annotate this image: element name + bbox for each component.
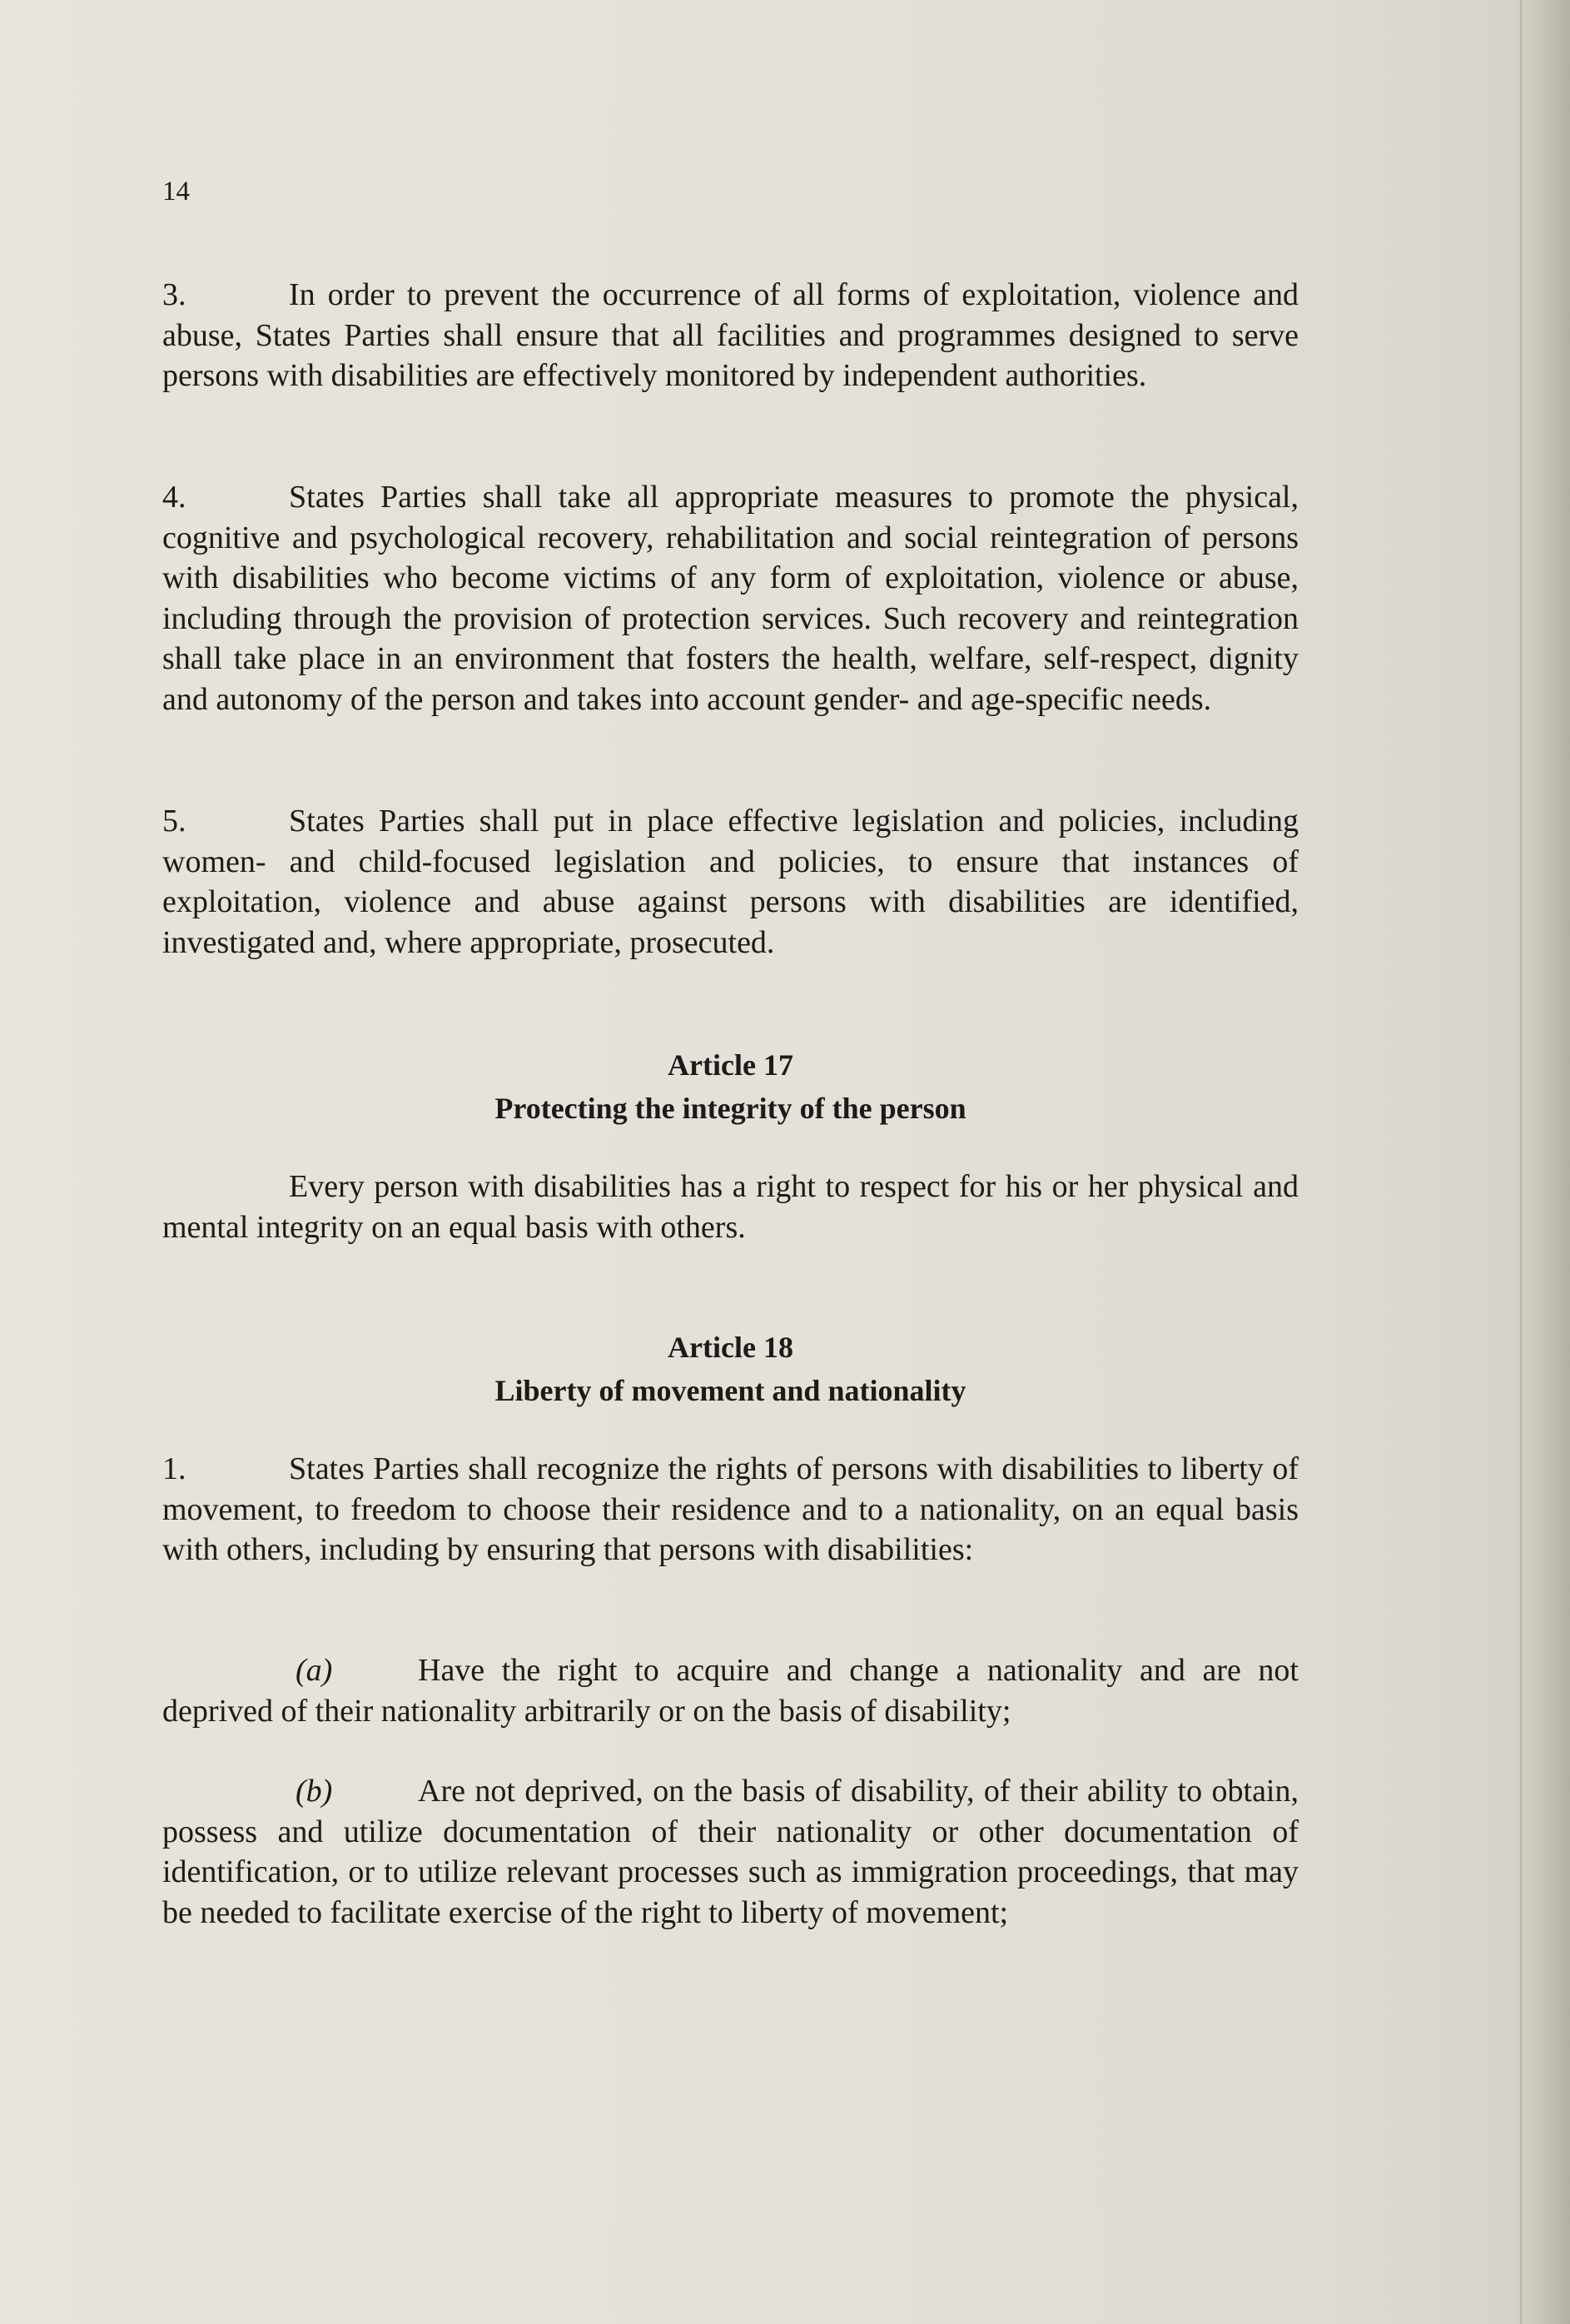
article17-title: Protecting the integrity of the person (494, 1092, 966, 1125)
article18-title: Liberty of movement and nationality (494, 1374, 966, 1407)
paragraph-number: 3. (162, 277, 186, 312)
article18-item-b (162, 1771, 1299, 1933)
paragraph-text: States Parties shall put in place effective legislation and policies, including women- and child-focused legislation and policies, to ensure that instances of exploitation, violence and abuse against persons with disabilities are identified, investigated and, where appropriate, prosecuted. (162, 804, 1299, 960)
item-label: (b) (296, 1774, 333, 1809)
paragraph-text: In order to prevent the occurrence of all forms of exploitation, violence and abuse, States Parties shall ensure that all facilities and programmes designed to serve persons with disabilities are effectively monitored by independent authorities. (162, 277, 1299, 393)
page-edge-line (1520, 0, 1522, 2324)
article18-item-a (162, 1650, 1299, 1731)
article16-paragraph-5 (162, 801, 1299, 963)
item-label: (a) (296, 1653, 333, 1688)
article17-text (162, 1167, 1299, 1247)
article16-paragraph-4 (162, 477, 1299, 719)
paragraph-number: 4. (162, 480, 186, 515)
page-number: 14 (162, 177, 190, 207)
paragraph-number: 1. (162, 1451, 186, 1486)
article16-paragraph-3 (162, 275, 1299, 396)
paragraph-text: Every person with disabilities has a right to respect for his or her physical and mental integrity on an equal basis with others. (162, 1169, 1299, 1245)
item-text: Have the right to acquire and change a nationality and are not deprived of their nationality arbitrarily or on the basis of disability; (162, 1653, 1299, 1729)
article18-paragraph-1 (162, 1449, 1299, 1570)
paragraph-text: States Parties shall take all appropriate measures to promote the physical, cognitive and psychological recovery, rehabilitation and social reintegration of persons with disabilities who become victims of any form of exploitation, violence or abuse, including through the provision of protection services. Such recovery and reintegration shall take place in an environment that fosters the health, welfare, self-respect, dignity and autonomy of the person and takes into account gender- and age-specific needs. (162, 480, 1299, 717)
article18-heading: Article 18 (668, 1331, 793, 1364)
paragraph-text: States Parties shall recognize the rights of persons with disabilities to liberty of movement, to freedom to choose their residence and to a nationality, on an equal basis with others, including by ensuring that persons with disabilities: (162, 1451, 1299, 1567)
paragraph-number: 5. (162, 804, 186, 839)
item-text: Are not deprived, on the basis of disability, of their ability to obtain, possess and utilize documentation of their nationality or other documentation of identification, or to utilize relevant processes such as immigration proceedings, that may be needed to facilitate exercise of the right to liberty of movement; (162, 1774, 1299, 1930)
article17-heading: Article 17 (668, 1048, 793, 1082)
